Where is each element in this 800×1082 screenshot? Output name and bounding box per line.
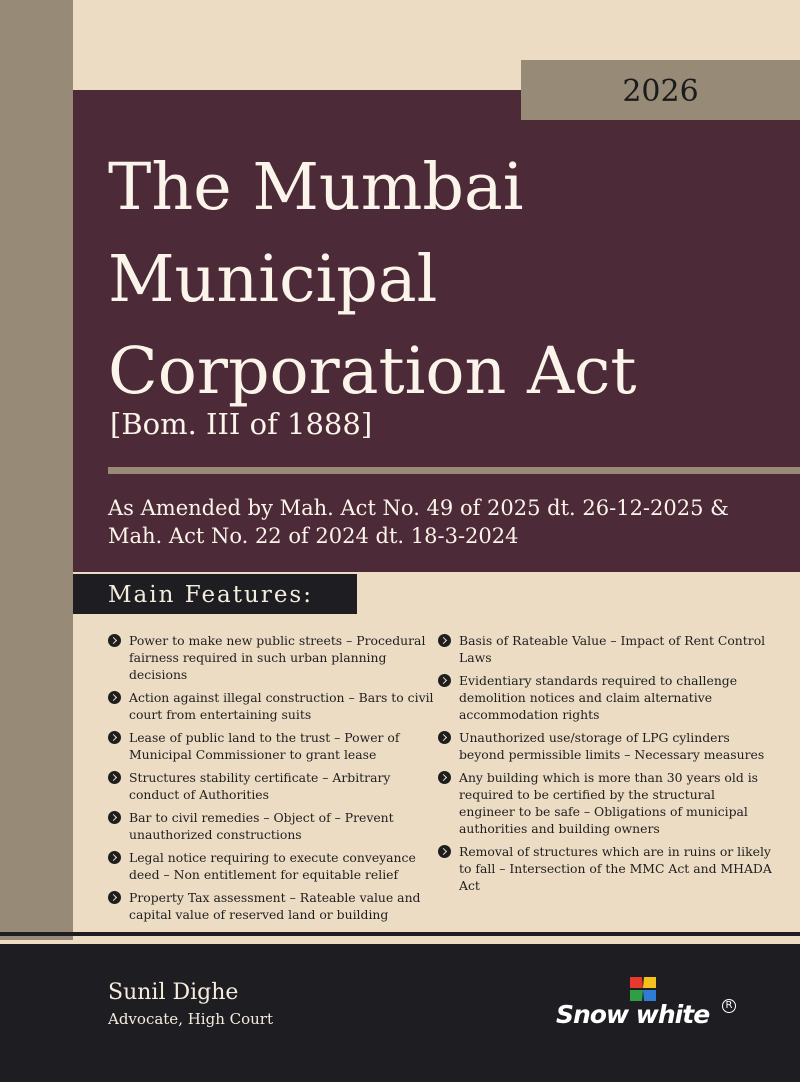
feature-item [104, 729, 434, 763]
feature-item [104, 632, 434, 683]
feature-text: Basis of Rateable Value – Impact of Rent Control Laws [459, 633, 766, 665]
feature-text: Structures stability certificate – Arbitrary conduct of Authorities [129, 770, 391, 802]
feature-text: Any building which is more than 30 years old is required to be certified by the structural engineer to be safe – Obligations of municipal authorities and building owners [459, 770, 759, 836]
feature-item [434, 672, 774, 723]
feature-item [104, 809, 434, 843]
chevron-circle-icon [108, 634, 121, 647]
title-line: Corporation Act [108, 334, 637, 409]
feature-text: Legal notice requiring to execute conveyance deed – Non entitlement for equitable relief [129, 850, 416, 882]
chevron-circle-icon [438, 674, 451, 687]
feature-text: Bar to civil remedies – Object of – Prevent unauthorized constructions [129, 810, 394, 842]
feature-text: Removal of structures which are in ruins or likely to fall – Intersection of the MMC Act and MHADA Act [459, 844, 772, 893]
chevron-circle-icon [438, 634, 451, 647]
act-reference: [Bom. III of 1888] [110, 407, 373, 441]
feature-item [434, 769, 774, 837]
author-name: Sunil Dighe [108, 980, 239, 1005]
feature-text: Power to make new public streets – Procedural fairness required in such urban planning decisions [129, 633, 426, 682]
chevron-circle-icon [108, 731, 121, 744]
features-heading: Main Features: [108, 582, 313, 608]
feature-item [434, 632, 774, 666]
feature-text: Property Tax assessment – Rateable value and capital value of reserved land or building [129, 890, 421, 922]
feature-item [104, 689, 434, 723]
title-line: The Mumbai [108, 150, 524, 225]
footer-rule [0, 932, 800, 936]
feature-text: Unauthorized use/storage of LPG cylinders beyond permissible limits – Necessary measures [459, 730, 765, 762]
feature-item [104, 769, 434, 803]
edition-year: 2026 [622, 74, 699, 109]
chevron-circle-icon [108, 851, 121, 864]
amendment-note [108, 494, 798, 550]
chevron-circle-icon [108, 811, 121, 824]
feature-item [104, 849, 434, 883]
amendment-line: Mah. Act No. 22 of 2024 dt. 18-3-2024 [108, 524, 519, 548]
features-list-left [104, 632, 434, 929]
feature-item [434, 843, 774, 894]
snow-white-logo-icon [628, 975, 658, 1003]
amendment-line: As Amended by Mah. Act No. 49 of 2025 dt. 26-12-2025 & [108, 496, 729, 520]
feature-item [434, 729, 774, 763]
author-title: Advocate, High Court [108, 1010, 273, 1028]
title-line: Municipal [108, 242, 438, 317]
divider-rule [108, 467, 800, 474]
feature-text: Evidentiary standards required to challenge demolition notices and claim alternative accommodation rights [459, 673, 738, 722]
feature-text: Action against illegal construction – Bars to civil court from entertaining suits [129, 690, 434, 722]
registered-mark: R [722, 999, 736, 1013]
spine-band [0, 0, 73, 940]
chevron-circle-icon [438, 731, 451, 744]
chevron-circle-icon [438, 845, 451, 858]
book-title [108, 142, 788, 418]
chevron-circle-icon [108, 691, 121, 704]
chevron-circle-icon [108, 771, 121, 784]
feature-text: Lease of public land to the trust – Power of Municipal Commissioner to grant lease [129, 730, 400, 762]
feature-item [104, 889, 434, 923]
features-list-right [434, 632, 774, 900]
chevron-circle-icon [108, 891, 121, 904]
publisher-name: Snow white [556, 1000, 710, 1029]
chevron-circle-icon [438, 771, 451, 784]
